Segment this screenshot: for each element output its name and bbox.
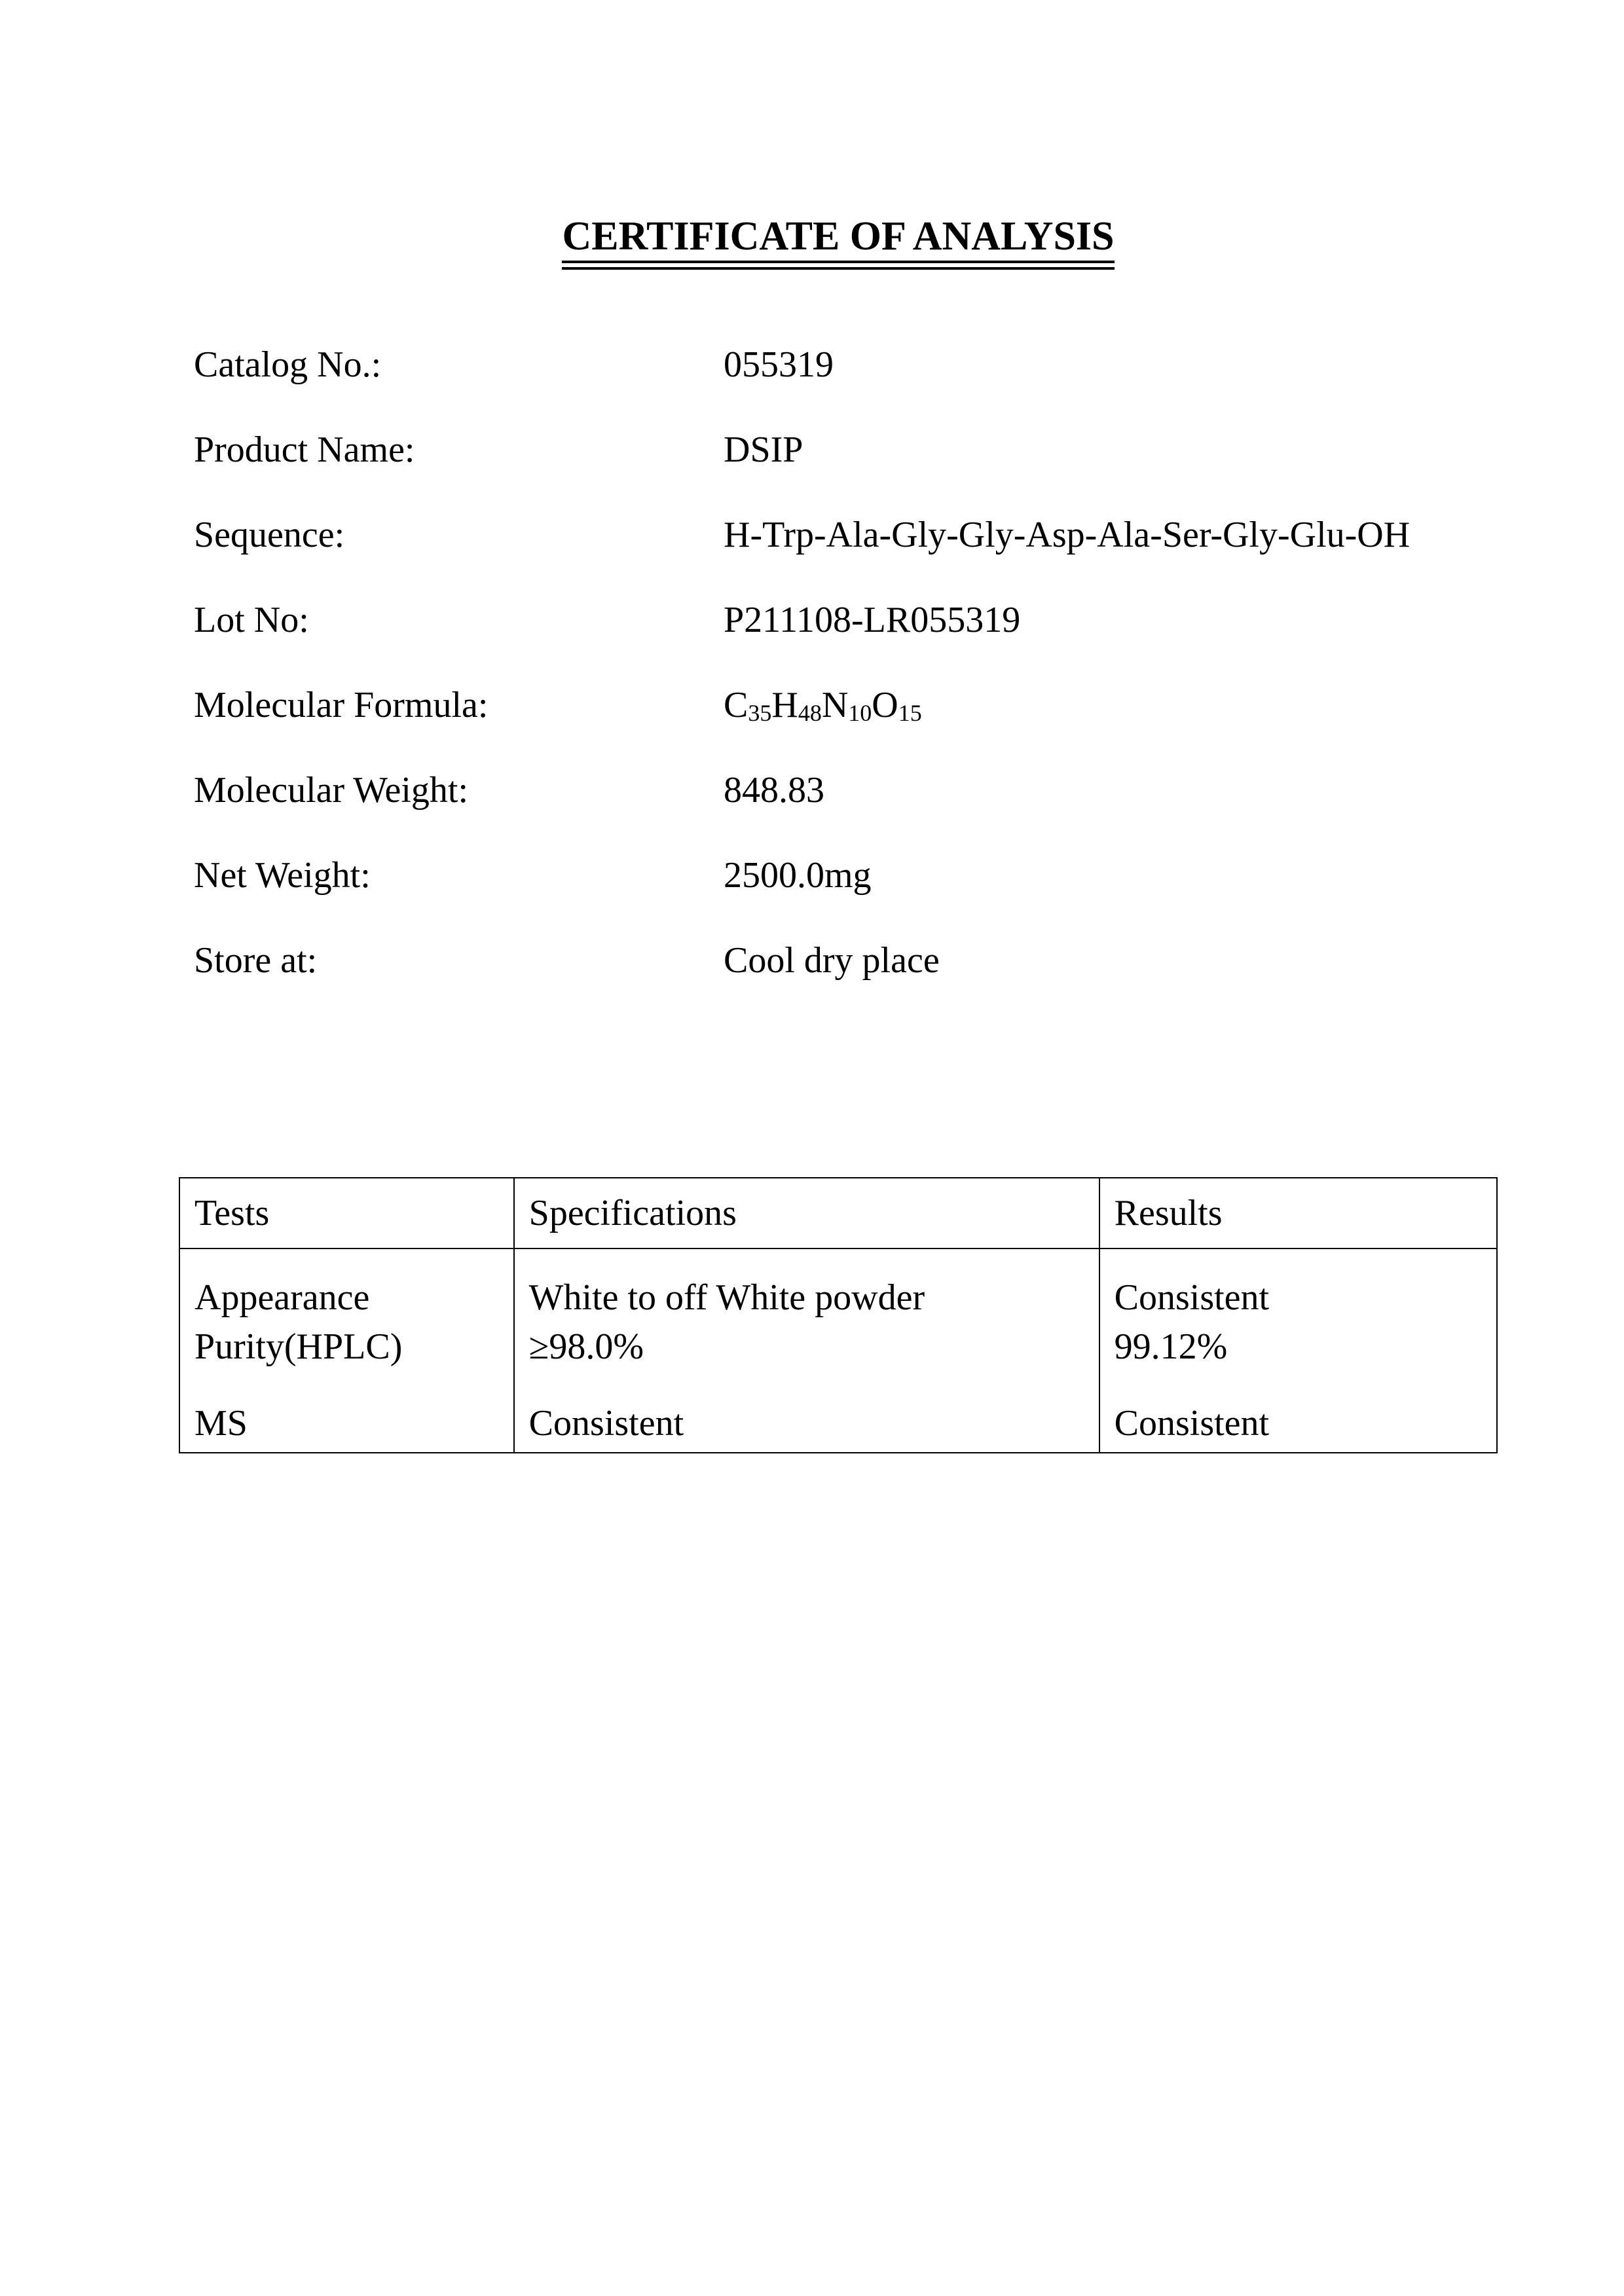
- info-row-storage: [194, 939, 1504, 1025]
- info-row-lot: [194, 599, 1504, 684]
- net-weight-value: 2500.0mg: [724, 855, 872, 896]
- table-header-row: [179, 1178, 1497, 1248]
- formula-o: O: [872, 685, 898, 725]
- net-weight-label: Net Weight:: [194, 855, 371, 896]
- cell-specification: ≥98.0%: [514, 1326, 1099, 1402]
- product-info: [194, 344, 1504, 1025]
- catalog-label: Catalog No.:: [194, 344, 382, 385]
- product-name-value: DSIP: [724, 429, 803, 470]
- sequence-value: H-Trp-Ala-Gly-Gly-Asp-Ala-Ser-Gly-Glu-OH: [724, 515, 1411, 555]
- document-title-text: CERTIFICATE OF ANALYSIS: [562, 216, 1114, 263]
- cell-specification: Consistent: [514, 1402, 1099, 1453]
- header-tests: Tests: [179, 1178, 514, 1248]
- table-row: [179, 1326, 1497, 1402]
- sequence-label: Sequence:: [194, 515, 345, 555]
- info-row-formula: [194, 684, 1504, 769]
- cell-result: Consistent: [1099, 1402, 1497, 1453]
- product-name-label: Product Name:: [194, 429, 415, 470]
- catalog-value: 055319: [724, 344, 834, 385]
- document-title: [0, 216, 1624, 263]
- formula-c-count: 35: [748, 700, 772, 726]
- formula-h: H: [771, 685, 798, 725]
- table-row: [179, 1402, 1497, 1453]
- cell-test: Purity(HPLC): [179, 1326, 514, 1402]
- info-row-molecular-weight: [194, 769, 1504, 854]
- cell-result: 99.12%: [1099, 1326, 1497, 1402]
- formula-o-count: 15: [898, 700, 922, 726]
- cell-test: Appearance: [179, 1248, 514, 1326]
- formula-value: [724, 684, 922, 726]
- cell-test: MS: [179, 1402, 514, 1453]
- formula-n-count: 10: [848, 700, 872, 726]
- molecular-weight-label: Molecular Weight:: [194, 770, 469, 811]
- formula-n: N: [821, 685, 849, 725]
- header-results: Results: [1099, 1178, 1497, 1248]
- storage-value: Cool dry place: [724, 940, 940, 981]
- formula-label: Molecular Formula:: [194, 685, 489, 725]
- lot-value: P211108-LR055319: [724, 600, 1021, 640]
- results-table: [179, 1177, 1498, 1453]
- cell-specification: White to off White powder: [514, 1248, 1099, 1326]
- info-row-product-name: [194, 429, 1504, 514]
- lot-label: Lot No:: [194, 600, 309, 640]
- molecular-weight-value: 848.83: [724, 770, 824, 811]
- formula-c: C: [724, 685, 748, 725]
- table-row: [179, 1248, 1497, 1326]
- cell-result: Consistent: [1099, 1248, 1497, 1326]
- info-row-catalog: [194, 344, 1504, 429]
- info-row-sequence: [194, 514, 1504, 599]
- header-specifications: Specifications: [514, 1178, 1099, 1248]
- storage-label: Store at:: [194, 940, 318, 981]
- info-row-net-weight: [194, 854, 1504, 939]
- formula-h-count: 48: [798, 700, 822, 726]
